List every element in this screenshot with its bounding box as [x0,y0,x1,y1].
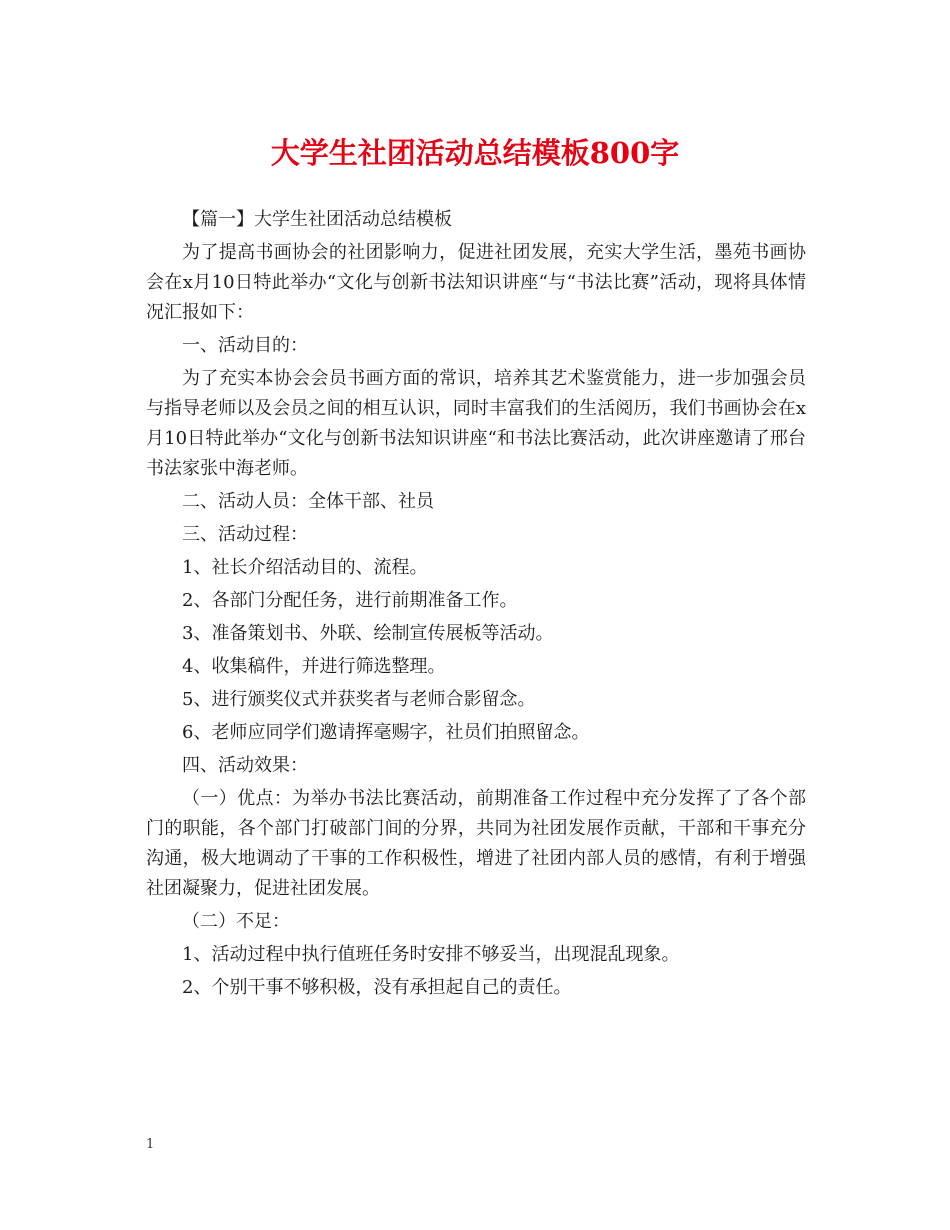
page-number: 1 [146,1137,155,1152]
process-item-4: 4、收集稿件，并进行筛选整理。 [182,656,446,677]
section-heading-participants: 二、活动人员：全体干部、社员 [182,491,434,512]
document-body [146,205,806,1003]
section-heading-part-one: 【篇一】大学生社团活动总结模板 [182,209,452,230]
weakness-item-1: 1、活动过程中执行值班任务时安排不够妥当，出现混乱现象。 [182,944,680,965]
purpose-paragraph: 为了充实本协会会员书画方面的常识，培养其艺术鉴赏能力，进一步加强会员与指导老师以及会员之间的相互认识，同时丰富我们的生活阅历，我们书画协会在x月10日特此举办“文化与创新书法知识讲座“和书法比赛活动，此次讲座邀请了邢台书法家张中海老师。 [146,368,806,479]
section-heading-process: 三、活动过程： [182,524,308,545]
section-heading-purpose: 一、活动目的： [182,335,308,356]
process-item-3: 3、准备策划书、外联、绘制宣传展板等活动。 [182,623,554,644]
section-heading-effects: 四、活动效果： [182,755,308,776]
weaknesses-heading: （二）不足： [182,911,290,932]
process-item-1: 1、社长介绍活动目的、流程。 [182,557,428,578]
process-item-5: 5、进行颁奖仪式并获奖者与老师合影留念。 [182,689,536,710]
intro-paragraph: 为了提高书画协会的社团影响力，促进社团发展，充实大学生活，墨苑书画协会在x月10日特此举办“文化与创新书法知识讲座“与“书法比赛”活动，现将具体情况汇报如下： [146,242,806,323]
strengths-paragraph: （一）优点：为举办书法比赛活动，前期准备工作过程中充分发挥了了各个部门的职能，各个部门打破部门间的分界，共同为社团发展作贡献，干部和干事充分沟通，极大地调动了干事的工作积极性，增进了社团内部人员的感情，有利于增强社团凝聚力，促进社团发展。 [146,788,806,899]
process-item-2: 2、各部门分配任务，进行前期准备工作。 [182,590,518,611]
process-item-6: 6、老师应同学们邀请挥毫赐字，社员们拍照留念。 [182,722,590,743]
weakness-item-2: 2、个别干事不够积极，没有承担起自己的责任。 [182,977,572,998]
document-title: 大学生社团活动总结模板800字 [270,136,680,170]
